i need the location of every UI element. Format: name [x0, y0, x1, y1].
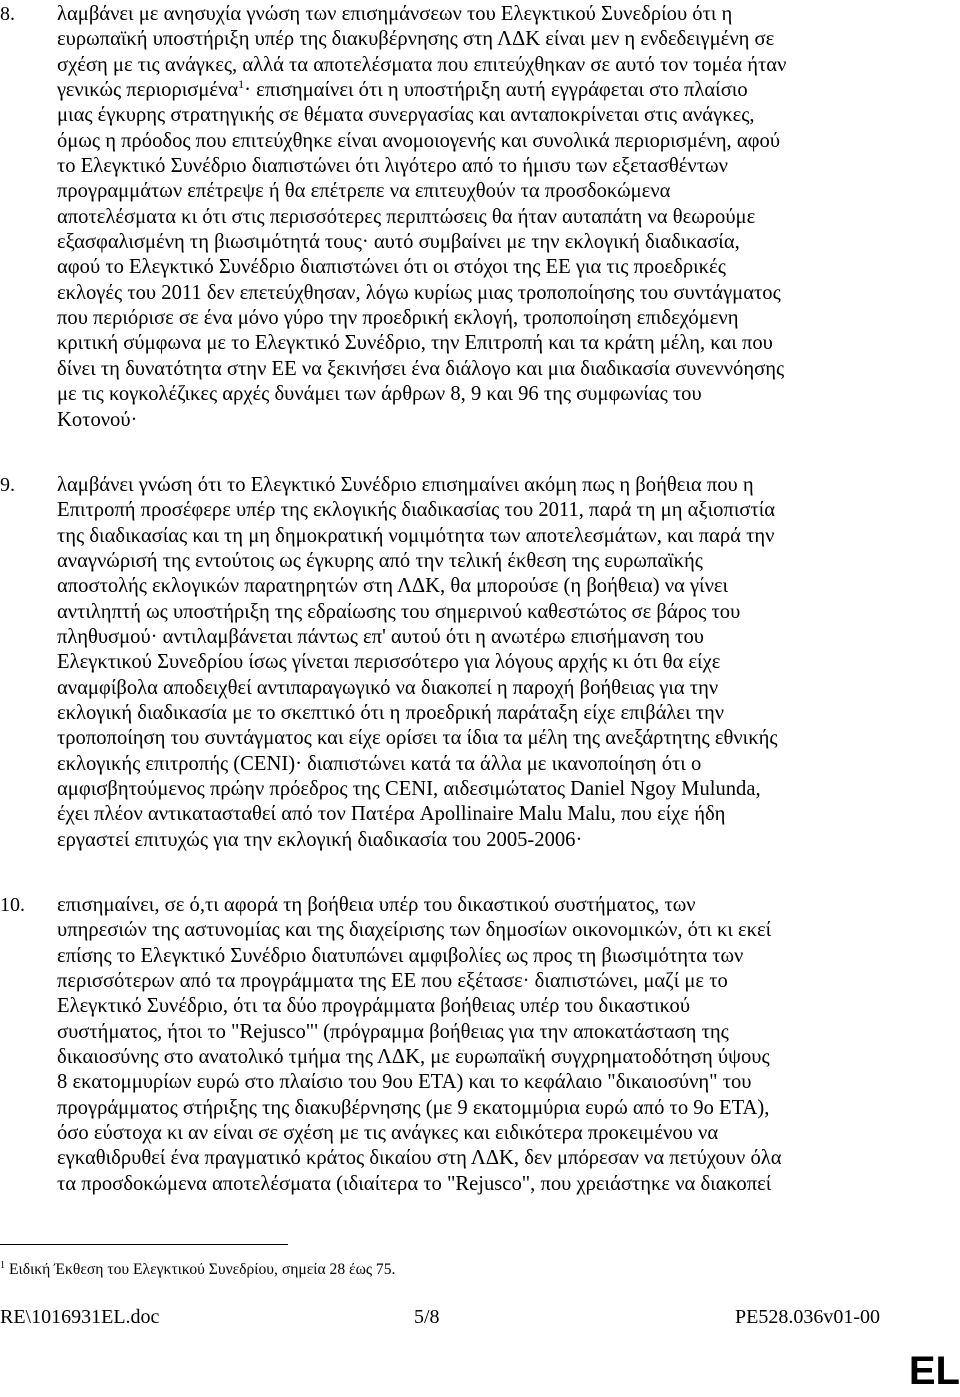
- text-line: επισημαίνει, σε ό,τι αφορά τη βοήθεια υπέρ του δικαστικού συστήματος, των: [57, 894, 696, 916]
- text-line: προγράμματος στήριξης της διακυβέρνησης (με 9 εκατομμύρια ευρώ από το 9ο ΕΤΑ),: [57, 1096, 770, 1119]
- text-line: εκλογές του 2011 δεν επετεύχθησαν, λόγω κυρίως μιας τροποποίησης του συντάγματος: [57, 281, 781, 304]
- footnote-divider: [0, 1244, 288, 1245]
- text-line: Επιτροπή προσέφερε υπέρ της εκλογικής διαδικασίας του 2011, παρά τη μη αξιοπιστία: [57, 499, 776, 522]
- text-line: αντιληπτή ως υποστήριξη της εδραίωσης του σημερινού καθεστώτος σε βάρος του: [57, 600, 741, 623]
- text-line: εκλογικής επιτροπής (CENI)· διαπιστώνει κατά τα άλλα με ικανοποίηση ότι ο: [57, 752, 702, 775]
- text-line: τροποποίηση του συντάγματος και είχε ορίσει τα ίδια τα μέλη της ανεξάρτητης εθνικής: [57, 727, 778, 750]
- text-line: όμως η πρόοδος που επιτεύχθηκε είναι ανομοιογενής και συνολικά περιορισμένη, αφού: [57, 129, 781, 152]
- paragraph-number: 10.: [0, 894, 25, 916]
- text-line: εργαστεί επιτυχώς για την εκλογική διαδικασία του 2005-2006·: [57, 828, 583, 851]
- text-line-with-footnote: [57, 78, 957, 103]
- text-line: αναμφίβολα αποδειχθεί αντιπαραγωγικό να διακοπεί η παροχή βοήθειας για την: [57, 676, 719, 699]
- text-fragment: γενικώς περιορισμένα: [57, 79, 239, 102]
- text-line: της διαδικασίας και τη μη δημοκρατική νομιμότητα των αποτελεσμάτων, και παρά την: [57, 524, 775, 547]
- text-line: αφού το Ελεγκτικό Συνέδριο διαπιστώνει ότι οι στόχοι της ΕΕ για τις προεδρικές: [57, 256, 726, 279]
- text-line: κριτική σύμφωνα με το Ελεγκτικό Συνέδριο, την Επιτροπή και τα κράτη μέλη, και που: [57, 332, 773, 355]
- pe-reference: PE528.036v01-00: [735, 1306, 880, 1328]
- language-code: EL: [908, 1349, 960, 1393]
- text-line: εξασφαλισμένη τη βιωσιμότητά τους· αυτό συμβαίνει με την εκλογική διαδικασία,: [57, 231, 740, 254]
- footnote-reference[interactable]: 1: [238, 77, 245, 92]
- text-line: αποστολής εκλογικών παρατηρητών στη ΛΔΚ, θα μπορούσε (η βοήθεια) να γίνει: [57, 575, 729, 598]
- text-line: εκλογική διαδικασία με το σκεπτικό ότι η προεδρική παράταξη είχε επιβάλει την: [57, 702, 725, 725]
- text-line: που περιόρισε σε ένα μόνο γύρο την προεδρική εκλογή, τροποποίηση επιδεχόμενη: [57, 307, 739, 330]
- text-line: τα προσδοκώμενα αποτελέσματα (ιδιαίτερα το "Rejusco", που χρειάστηκε να διακοπεί: [57, 1172, 772, 1195]
- text-line: ευρωπαϊκή υποστήριξη υπέρ της διακυβέρνησης στη ΛΔΚ είναι μεν η ενδεδειγμένη σε: [57, 28, 775, 51]
- text-line: περισσότερων από τα προγράμματα της ΕΕ που εξέτασε· διαπιστώνει, μαζί με το: [57, 970, 728, 993]
- text-line: προγραμμάτων επέτρεψε ή θα επέτρεπε να επιτευχθούν τα προσδοκώμενα: [57, 180, 671, 203]
- text-line: Ελεγκτικό Συνέδριο, ότι τα δύο προγράμματα βοήθειας υπέρ του δικαστικού: [57, 995, 691, 1018]
- footnote: [0, 1260, 395, 1280]
- footnote-mark: 1: [0, 1259, 5, 1271]
- text-line: μιας έγκυρης στρατηγικής σε θέματα συνεργασίας και ανταποκρίνεται στις ανάγκες,: [57, 104, 755, 127]
- text-line: λαμβάνει γνώση ότι το Ελεγκτικό Συνέδριο επισημαίνει ακόμη πως η βοήθεια που η: [57, 474, 754, 496]
- text-line: 8 εκατομμυρίων ευρώ στο πλαίσιο του 9ου ΕΤΑ) και το κεφάλαιο "δικαιοσύνη" του: [57, 1071, 752, 1094]
- text-line: εγκαθιδρυθεί ένα πραγματικό κράτος δικαίου στη ΛΔΚ, δεν μπόρεσαν να πετύχουν όλα: [57, 1147, 782, 1170]
- paragraph-number: 8.: [0, 3, 15, 25]
- text-line: λαμβάνει με ανησυχία γνώση των επισημάνσεων του Ελεγκτικού Συνεδρίου ότι η: [57, 3, 733, 25]
- page-number: 5/8: [414, 1306, 440, 1328]
- text-line: συστήματος, ήτοι το "Rejusco"' (πρόγραμμα βοήθειας για την αποκατάσταση της: [57, 1020, 729, 1043]
- paragraph-body: [57, 473, 957, 853]
- footnote-text: Ειδική Έκθεση του Ελεγκτικού Συνεδρίου, σημεία 28 έως 75.: [9, 1261, 396, 1278]
- paragraph-body: [57, 2, 957, 433]
- text-line: όσο εύστοχα κι αν είναι σε σχέση με τις ανάγκες και ειδικότερα προκειμένου να: [57, 1122, 719, 1145]
- paragraph-number: 9.: [0, 474, 15, 496]
- text-line: δικαιοσύνης στο ανατολικό τμήμα της ΛΔΚ, με ευρωπαϊκή συγχρηματοδότηση ύψους: [57, 1046, 770, 1069]
- text-line: Ελεγκτικού Συνεδρίου ίσως γίνεται περισσότερο για λόγους αρχής κι ότι θα είχε: [57, 651, 721, 674]
- text-line: σχέση με τις ανάγκες, αλλά τα αποτελέσματα που επιτεύχθηκαν σε αυτό τον τομέα ήταν: [57, 53, 787, 76]
- paragraph-body: [57, 893, 957, 1197]
- text-line: αποτελέσματα κι ότι στις περισσότερες περιπτώσεις θα ήταν αυταπάτη να θεωρούμε: [57, 205, 756, 228]
- text-line: επίσης το Ελεγκτικό Συνέδριο διατυπώνει αμφιβολίες ως προς τη βιωσιμότητα των: [57, 944, 744, 967]
- text-line: έχει πλέον αντικατασταθεί από τον Πατέρα Apollinaire Malu Malu, που είχε ήδη: [57, 803, 726, 826]
- text-line: με τις κογκολέζικες αρχές δυνάμει των άρθρων 8, 9 και 96 της συμφωνίας του: [57, 383, 702, 406]
- text-line: Κοτονού·: [57, 408, 138, 431]
- text-line: δίνει τη δυνατότητα στην ΕΕ να ξεκινήσει ένα διάλογο και μια διαδικασία συνεννόησης: [57, 357, 785, 380]
- text-line: το Ελεγκτικό Συνέδριο διαπιστώνει ότι λιγότερο από το ήμισυ των εξετασθέντων: [57, 155, 728, 178]
- text-line: αναγνώρισή της εντούτοις ως έγκυρης από την τελική έκθεση της ευρωπαϊκής: [57, 550, 703, 573]
- text-line: υπηρεσιών της αστυνομίας και της διαχείρισης των δημοσίων οικονομικών, ότι κι εκεί: [57, 919, 772, 942]
- text-line: αμφισβητούμενος πρώην πρόεδρος της CENI, αιδεσιμώτατος Daniel Ngoy Mulunda,: [57, 778, 761, 801]
- document-reference: RE\1016931EL.doc: [0, 1306, 160, 1328]
- text-line: πληθυσμού· αντιλαμβάνεται πάντως επ' αυτού ότι η ανωτέρω επισήμανση του: [57, 626, 704, 649]
- text-fragment: · επισημαίνει ότι η υποστήριξη αυτή εγγράφεται στο πλαίσιο: [244, 79, 748, 102]
